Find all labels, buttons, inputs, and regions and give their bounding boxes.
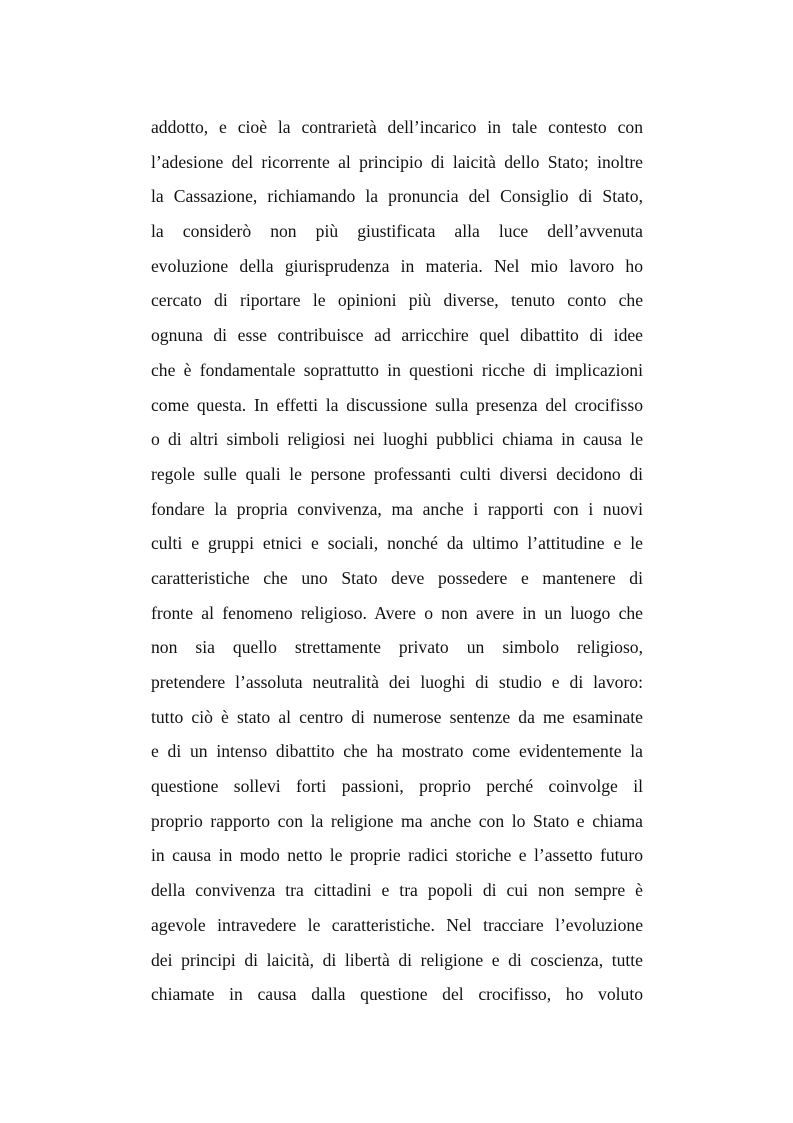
text-line-24: agevole intravedere le caratteristiche. Nel tracciare l’evoluzione [151, 914, 643, 935]
text-line-8: che è fondamentale soprattutto in questioni ricche di implicazioni [151, 359, 643, 380]
text-line-22: in causa in modo netto le proprie radici storiche e l’assetto futuro [151, 845, 643, 866]
text-line-26: chiamate in causa dalla questione del crocifisso, ho voluto [151, 984, 643, 1005]
text-line-10: o di altri simboli religiosi nei luoghi pubblici chiama in causa le [151, 429, 643, 450]
text-line-16: non sia quello strettamente privato un simbolo religioso, [151, 637, 643, 658]
text-line-4: la considerò non più giustificata alla luce dell’avvenuta [151, 221, 643, 242]
text-line-2: l’adesione del ricorrente al principio di laicità dello Stato; inoltre [151, 151, 643, 172]
text-line-20: questione sollevi forti passioni, proprio perché coinvolge il [151, 776, 643, 797]
text-line-18: tutto ciò è stato al centro di numerose sentenze da me esaminate [151, 706, 643, 727]
text-line-15: fronte al fenomeno religioso. Avere o non avere in un luogo che [151, 602, 643, 623]
text-line-14: caratteristiche che uno Stato deve possedere e mantenere di [151, 567, 643, 588]
text-line-25: dei principi di laicità, di libertà di religione e di coscienza, tutte [151, 949, 643, 970]
text-line-3: la Cassazione, richiamando la pronuncia del Consiglio di Stato, [151, 186, 643, 207]
text-line-21: proprio rapporto con la religione ma anche con lo Stato e chiama [151, 810, 643, 831]
text-line-19: e di un intenso dibattito che ha mostrato come evidentemente la [151, 741, 643, 762]
text-line-9: come questa. In effetti la discussione sulla presenza del crocifisso [151, 394, 643, 415]
text-line-17: pretendere l’assoluta neutralità dei luoghi di studio e di lavoro: [151, 672, 643, 692]
text-line-12: fondare la propria convivenza, ma anche i rapporti con i nuovi [151, 498, 643, 519]
text-line-13: culti e gruppi etnici e sociali, nonché da ultimo l’attitudine e le [151, 533, 643, 554]
text-line-23: della convivenza tra cittadini e tra popoli di cui non sempre è [151, 880, 643, 901]
text-line-6: cercato di riportare le opinioni più diverse, tenuto conto che [151, 290, 643, 311]
text-line-1: addotto, e cioè la contrarietà dell’incarico in tale contesto con [151, 117, 643, 137]
text-line-11: regole sulle quali le persone professanti culti diversi decidono di [151, 463, 643, 484]
text-line-5: evoluzione della giurisprudenza in materia. Nel mio lavoro ho [151, 255, 643, 276]
text-line-7: ognuna di esse contribuisce ad arricchire quel dibattito di idee [151, 325, 643, 346]
body-text [151, 113, 643, 1015]
